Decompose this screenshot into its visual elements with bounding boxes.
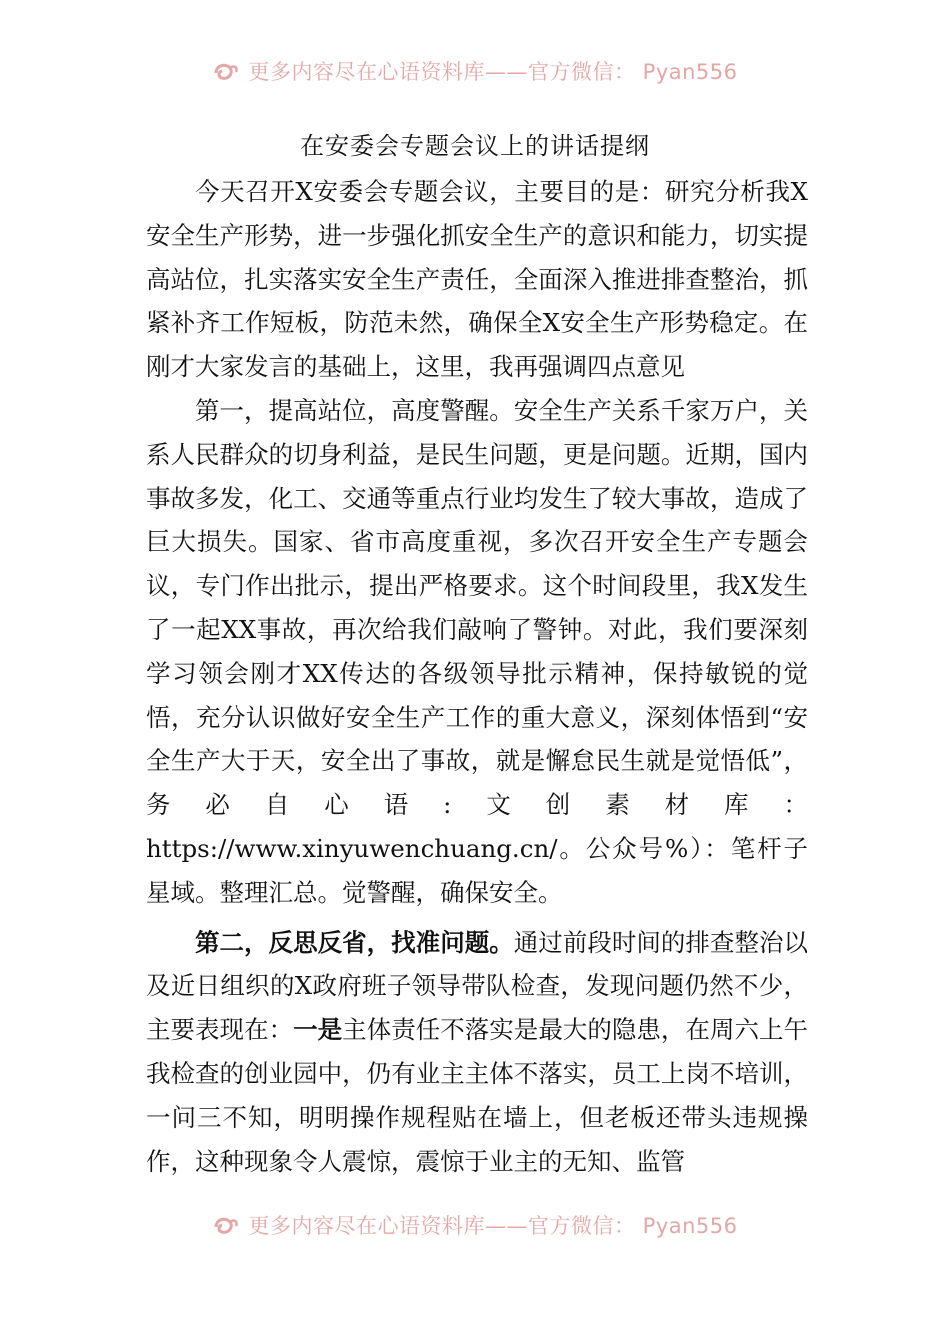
paragraph-point-one: [146, 389, 808, 915]
watermark-logo-icon: [212, 1213, 240, 1237]
watermark-text: 更多内容尽在心语资料库——官方微信： Pyan556: [248, 1214, 738, 1238]
page-title: 在安委会专题会议上的讲话提纲: [300, 132, 650, 160]
point-one-heading: 第一，提高站位，高度警醒。: [195, 395, 514, 425]
point-two-key: 一是: [293, 1015, 343, 1045]
point-two-body-a: 通过前段时间的排查整治以及近日组织的X政府班子领导带队检查，发现问题仍然不少，主要表现在：: [146, 927, 809, 1045]
watermark-header: [0, 56, 950, 86]
document-body: [146, 170, 808, 1183]
paragraph-intro: 今天召开X安委会专题会议，主要目的是：研究分析我X安全生产形势，进一步强化抓安全生产的意识和能力，切实提高站位，扎实落实安全生产责任，全面深入推进排查整治，抓紧补齐工作短板，防范未然，确保全X安全生产形势稳定。在刚才大家发言的基础上，这里，我再强调四点意见: [146, 177, 808, 382]
point-one-body: 安全生产关系千家万户，关系人民群众的切身利益，是民生问题，更是问题。近期，国内事故多发，化工、交通等重点行业均发生了较大事故，造成了巨大损失。国家、省市高度重视，多次召开安全生产专题会议，专门作出批示，提出严格要求。这个时间段里，我X发生了一起XX事故，再次给我们敲响了警钟。对此，我们要深刻学习领会刚才XX传达的各级领导批示精神，保持敏锐的觉悟，充分认识做好安全生产工作的重大意义，深刻体悟到“安全生产大于天，安全出了事故，就是懈怠民生就是觉悟低”，务必自心语:文创素材库：https://www.xinyuwenchuang.cn/。公众号%）：笔杆子星域。整理汇总。觉警醒，确保安全。: [146, 395, 809, 907]
point-two-body-b: 主体责任不落实是最大的隐患，在周六上午我检查的创业园中，仍有业主主体不落实，员工上岗不培训，一问三不知，明明操作规程贴在墙上，但老板还带头违规操作，这种现象令人震惊，震惊于业主的无知、监管: [146, 1015, 809, 1176]
watermark-logo-icon: [212, 59, 240, 83]
point-two-heading: 第二，反思反省，找准问题。: [195, 927, 514, 957]
paragraph-point-two: [146, 921, 808, 1184]
watermark-footer: [0, 1210, 950, 1240]
watermark-text: 更多内容尽在心语资料库——官方微信： Pyan556: [248, 60, 738, 84]
